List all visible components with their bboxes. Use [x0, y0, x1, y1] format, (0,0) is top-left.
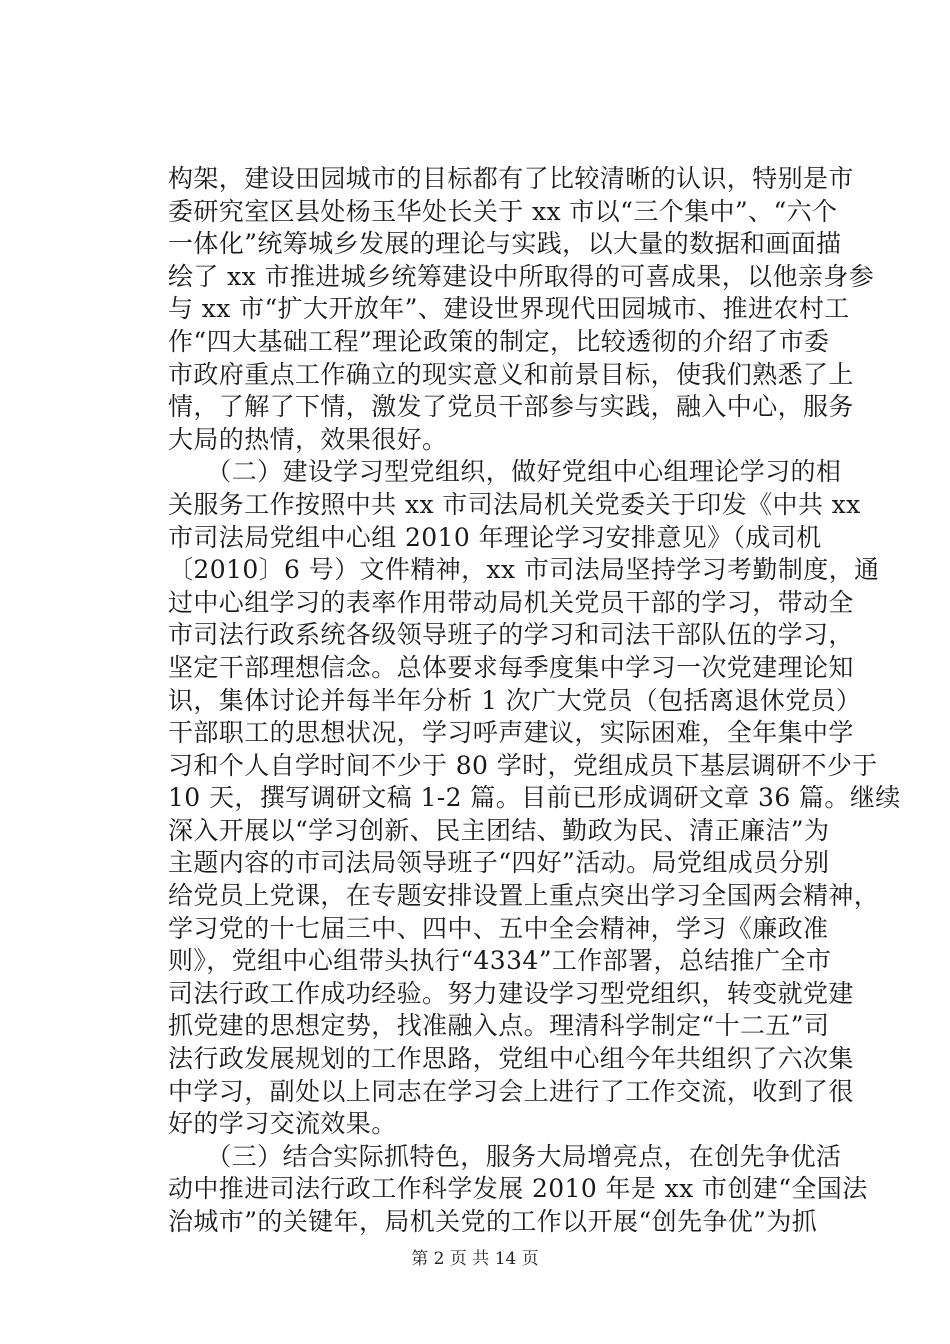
text-line: 抓党建的思想定势，找准融入点。理清科学制定“十二五”司: [168, 1011, 830, 1040]
text-line: 委研究室区县处杨玉华处长关于 xx 市以“三个集中”、“六个: [168, 197, 838, 226]
text-line: 法行政发展规划的工作思路，党组中心组今年共组织了六次集: [168, 1044, 854, 1073]
text-line: 给党员上党课，在专题安排设置上重点突出学习全国两会精神，: [168, 881, 880, 910]
text-line: 一体化”统筹城乡发展的理论与实践，以大量的数据和画面描: [168, 229, 842, 258]
text-line: 治城市”的关键年，局机关党的工作以开展“创先争优”为抓: [168, 1207, 818, 1236]
text-line: 动中推进司法行政工作科学发展 2010 年是 xx 市创建“全国法: [168, 1174, 868, 1203]
text-line: 情，了解了下情，激发了党员干部参与实践，融入中心，服务: [168, 392, 854, 421]
text-line: 10 天，撰写调研文稿 1-2 篇。目前已形成调研文章 36 篇。继续: [168, 783, 901, 812]
text-line: （二）建设学习型党组织，做好党组中心组理论学习的相: [168, 457, 842, 486]
text-line: 关服务工作按照中共 xx 市司法局机关党委关于印发《中共 xx: [168, 490, 861, 519]
text-line: 司法行政工作成功经验。努力建设学习型党组织，转变就党建: [168, 979, 854, 1008]
text-line: 深入开展以“学习创新、民主团结、勤政为民、清正廉洁”为: [168, 816, 830, 845]
text-line: 学习党的十七届三中、四中、五中全会精神，学习《廉政准: [168, 914, 829, 943]
text-line: 干部职工的思想状况，学习呼声建议，实际困难，全年集中学: [168, 718, 854, 747]
text-line: 市司法局党组中心组 2010 年理论学习安排意见》（成司机: [168, 523, 822, 552]
text-line: 则》，党组中心组带头执行“4334”工作部署，总结推广全市: [168, 946, 832, 975]
text-line: 好的学习交流效果。: [168, 1109, 397, 1138]
text-line: 坚定干部理想信念。总体要求每季度集中学习一次党建理论知: [168, 653, 854, 682]
text-line: 市司法行政系统各级领导班子的学习和司法干部队伍的学习，: [168, 620, 854, 649]
text-line: （三）结合实际抓特色，服务大局增亮点，在创先争优活: [168, 1142, 842, 1171]
text-line: 市政府重点工作确立的现实意义和前景目标，使我们熟悉了上: [168, 360, 854, 389]
text-line: 习和个人自学时间不少于 80 学时，党组成员下基层调研不少于: [168, 751, 878, 780]
text-line: 识，集体讨论并每半年分析 1 次广大党员（包括离退休党员）: [168, 686, 862, 715]
text-line: 中学习，副处以上同志在学习会上进行了工作交流，收到了很: [168, 1077, 854, 1106]
text-line: 与 xx 市“扩大开放年”、建设世界现代田园城市、推进农村工: [168, 294, 850, 323]
text-line: 作“四大基础工程”理论政策的制定，比较透彻的介绍了市委: [168, 327, 830, 356]
text-line: 大局的热情，效果很好。: [168, 425, 448, 454]
text-line: 主题内容的市司法局领导班子“四好”活动。局党组成员分别: [168, 848, 830, 877]
text-line: 〔2010〕6 号）文件精神，xx 市司法局坚持学习考勤制度，通: [168, 555, 880, 584]
page-footer: 第 2 页 共 14 页: [411, 1249, 539, 1269]
text-line: 构架，建设田园城市的目标都有了比较清晰的认识，特别是市: [168, 164, 854, 193]
text-line: 过中心组学习的表率作用带动局机关党员干部的学习，带动全: [168, 588, 854, 617]
text-line: 绘了 xx 市推进城乡统筹建设中所取得的可喜成果，以他亲身参: [168, 262, 875, 291]
